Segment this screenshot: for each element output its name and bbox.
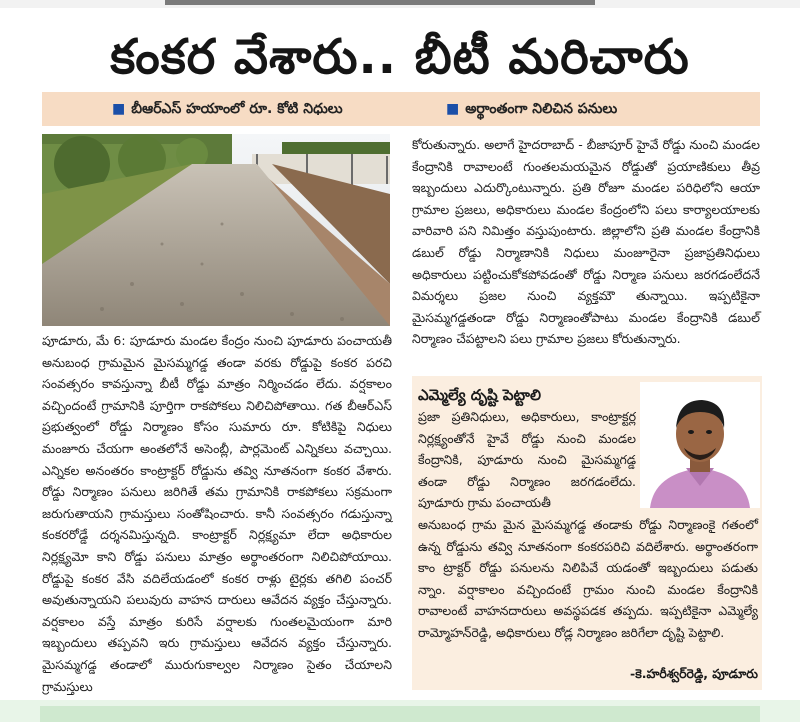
left-column — [42, 330, 392, 697]
subhead-text-2: అర్థాంతంగా నిలిచిన పనులు — [465, 101, 618, 117]
sidebar-box-paragraph-1: ప్రజా ప్రతినిధులు, అధికారులు, కాంట్రాక్టర్ల నిర్లక్ష్యంతోనే హైవే రోడ్డు నుంచి మండల కేంద్రానికి, పూడూరు నుంచి మైసమ్మగడ్డ తండా రోడ్డు నిర్మాణం జరగడంలేదు. పూడూరు గ్రామ పంచాయతీ — [418, 409, 636, 511]
right-column — [412, 134, 760, 350]
top-rule — [0, 0, 800, 8]
byline: -కె.హరీశ్వర్‌రెడ్డి, పూడూరు — [630, 666, 758, 681]
bullet-icon: ■ — [446, 101, 460, 117]
subhead-item-1 — [112, 92, 343, 126]
subhead-text-1: బీఆర్ఎస్ హయాంలో రూ. కోటి నిధులు — [131, 101, 343, 117]
bullet-icon: ■ — [112, 101, 126, 117]
subhead-bar — [42, 92, 760, 126]
left-column-text: పూడూరు, మే 6: పూడూరు మండల కేంద్రం నుంచి పూడూరు పంచాయతీ అనుబంధ గ్రామమైన మైసమ్మగడ్డ తండా వరకు రోడ్డుపై కంకర పరచి సంవత్సరం కావస్తున్నా బీటీ రోడ్డు మాత్రం నిర్మించడం లేదు. వర్షకాలం వచ్చిందంటే గ్రామానికి పూర్తిగా రాకపోకలు నిలిచిపోతాయి. గత బీఆర్ఎస్ ప్రభుత్వంలో రోడ్డు నిర్మాణం కోసం సుమారు రూ. కోటికిపై నిధులు మంజూరు చేయగా అంతలోనే అసెంబ్లీ, పార్లమెంట్ ఎన్నికలు వచ్చాయి. ఎన్నికల అనంతరం కాంట్రాక్టర్ రోడ్డును తవ్వి నూతనంగా కంకర వేశారు. రోడ్డు నిర్మాణం పనులు జరిగితే తమ గ్రామానికి రాకపోకలు సక్రమంగా జరుగుతాయని గ్రామస్తులు సంతోషించారు. కానీ సంవత్సరం గడుస్తున్నా కంకరరోడ్డే దర్శనమిస్తున్నది. కాంట్రాక్టర్ నిర్లక్ష్యమా లేదా అధికారుల నిర్లక్ష్యమో కాని రోడ్డు పనులు మాత్రం అర్థాంతరంగా నిలిచిపోయాయి. రోడ్డుపై కంకర వేసి వదిలేయడంలో కంకర రాళ్లు టైర్లకు తగిలి పంచర్ అవుతున్నాయని పలువురు వాహన దారులు ఆవేదన వ్యక్తం చేస్తున్నారు. వర్షకాలం వస్తే మాత్రం కురిసే వర్షాలకు గుంతలమైయంగా మారి ఇబ్బందులు తప్పవని ఇరు గ్రామస్తులు ఆవేదన వ్యక్తం చేస్తున్నారు. మైసమ్మగడ్డ తండాలో మురుగుకాల్వల నిర్మాణం సైతం చేయాలని గ్రామస్తులు — [42, 333, 392, 694]
right-column-text: కోరుతున్నారు. అలాగే హైదరాబాద్ - బీజాపూర్ హైవే రోడ్డు నుంచి మండల కేంద్రానికి రావాలంటే గుంతలమయమైన రోడ్డుతో ప్రయాణికులు తీవ్ర ఇబ్బందులు ఎదుర్కొంటున్నారు. ప్రతి రోజూ మండల పరిధిలోని ఆయా గ్రామాల ప్రజలు, అధికారులు మండల కేంద్రంలోని పలు కార్యాలయాలకు వారివారి పని నిమిత్తం వస్తుపుంటారు. జిల్లాలోని ప్రతి మండల కేంద్రానికి డబుల్ రోడ్డు నిర్మాణానికి నిధులు మంజూరైనా ప్రజాప్రతినిధులు అధికారులు పట్టించుకోకపోవడంతో రోడ్డు నిర్మాణ పనులు జరగడంలేదనే విమర్శలు ప్రజల నుంచి వ్యక్తమౌ తున్నాయి. ఇప్పటికైనా మైసమ్మగడ్డతండా రోడ్డు నిర్మాణంతోపాటు మండల కేంద్రానికి డబుల్ నిర్మాణం చేపట్టాలని పలు గ్రామాల ప్రజలు కోరుతున్నారు. — [412, 137, 760, 347]
bottom-band — [0, 700, 800, 722]
sidebar-box-text-2 — [418, 514, 758, 644]
headline: కంకర వేశారు.. బీటీ మరిచారు — [110, 29, 690, 85]
portrait-photo — [640, 382, 760, 508]
subhead-item-2 — [446, 92, 617, 126]
sidebar-box-text-1 — [418, 406, 636, 514]
sidebar-box-title: ఎమ్మెల్యే దృష్టి పెట్టాలి — [418, 386, 541, 404]
sidebar-box-paragraph-2: అనుబంధ గ్రామ మైన మైసమ్మగడ్డ తండాకు రోడ్డు నిర్మాణంకై గతంలో ఉన్న రోడ్డును తవ్వి నూతనంగా కంకరపరిచి వదిలేశారు. అర్థాంతరంగా కాం ట్రాక్టర్ రోడ్డు పనులను నిలిపివే యడంతో ఇబ్బందులు పడుతు న్నాం. వర్షాకాలం వచ్చిందంటే గ్రామం నుంచి మండల కేంద్రానికి రావాలంటే వాహనదారులు అవస్థపడక తప్పదు. ఇప్పటికైనా ఎమ్మెల్యే రామ్మోహన్‌రెడ్డి, అధికారులు రోడ్ల నిర్మాణం జరిగేలా దృష్టి పెట్టాలి. — [418, 517, 758, 640]
bottom-strip — [40, 706, 760, 722]
road-photo — [42, 134, 390, 326]
top-rule-bar — [165, 0, 595, 5]
